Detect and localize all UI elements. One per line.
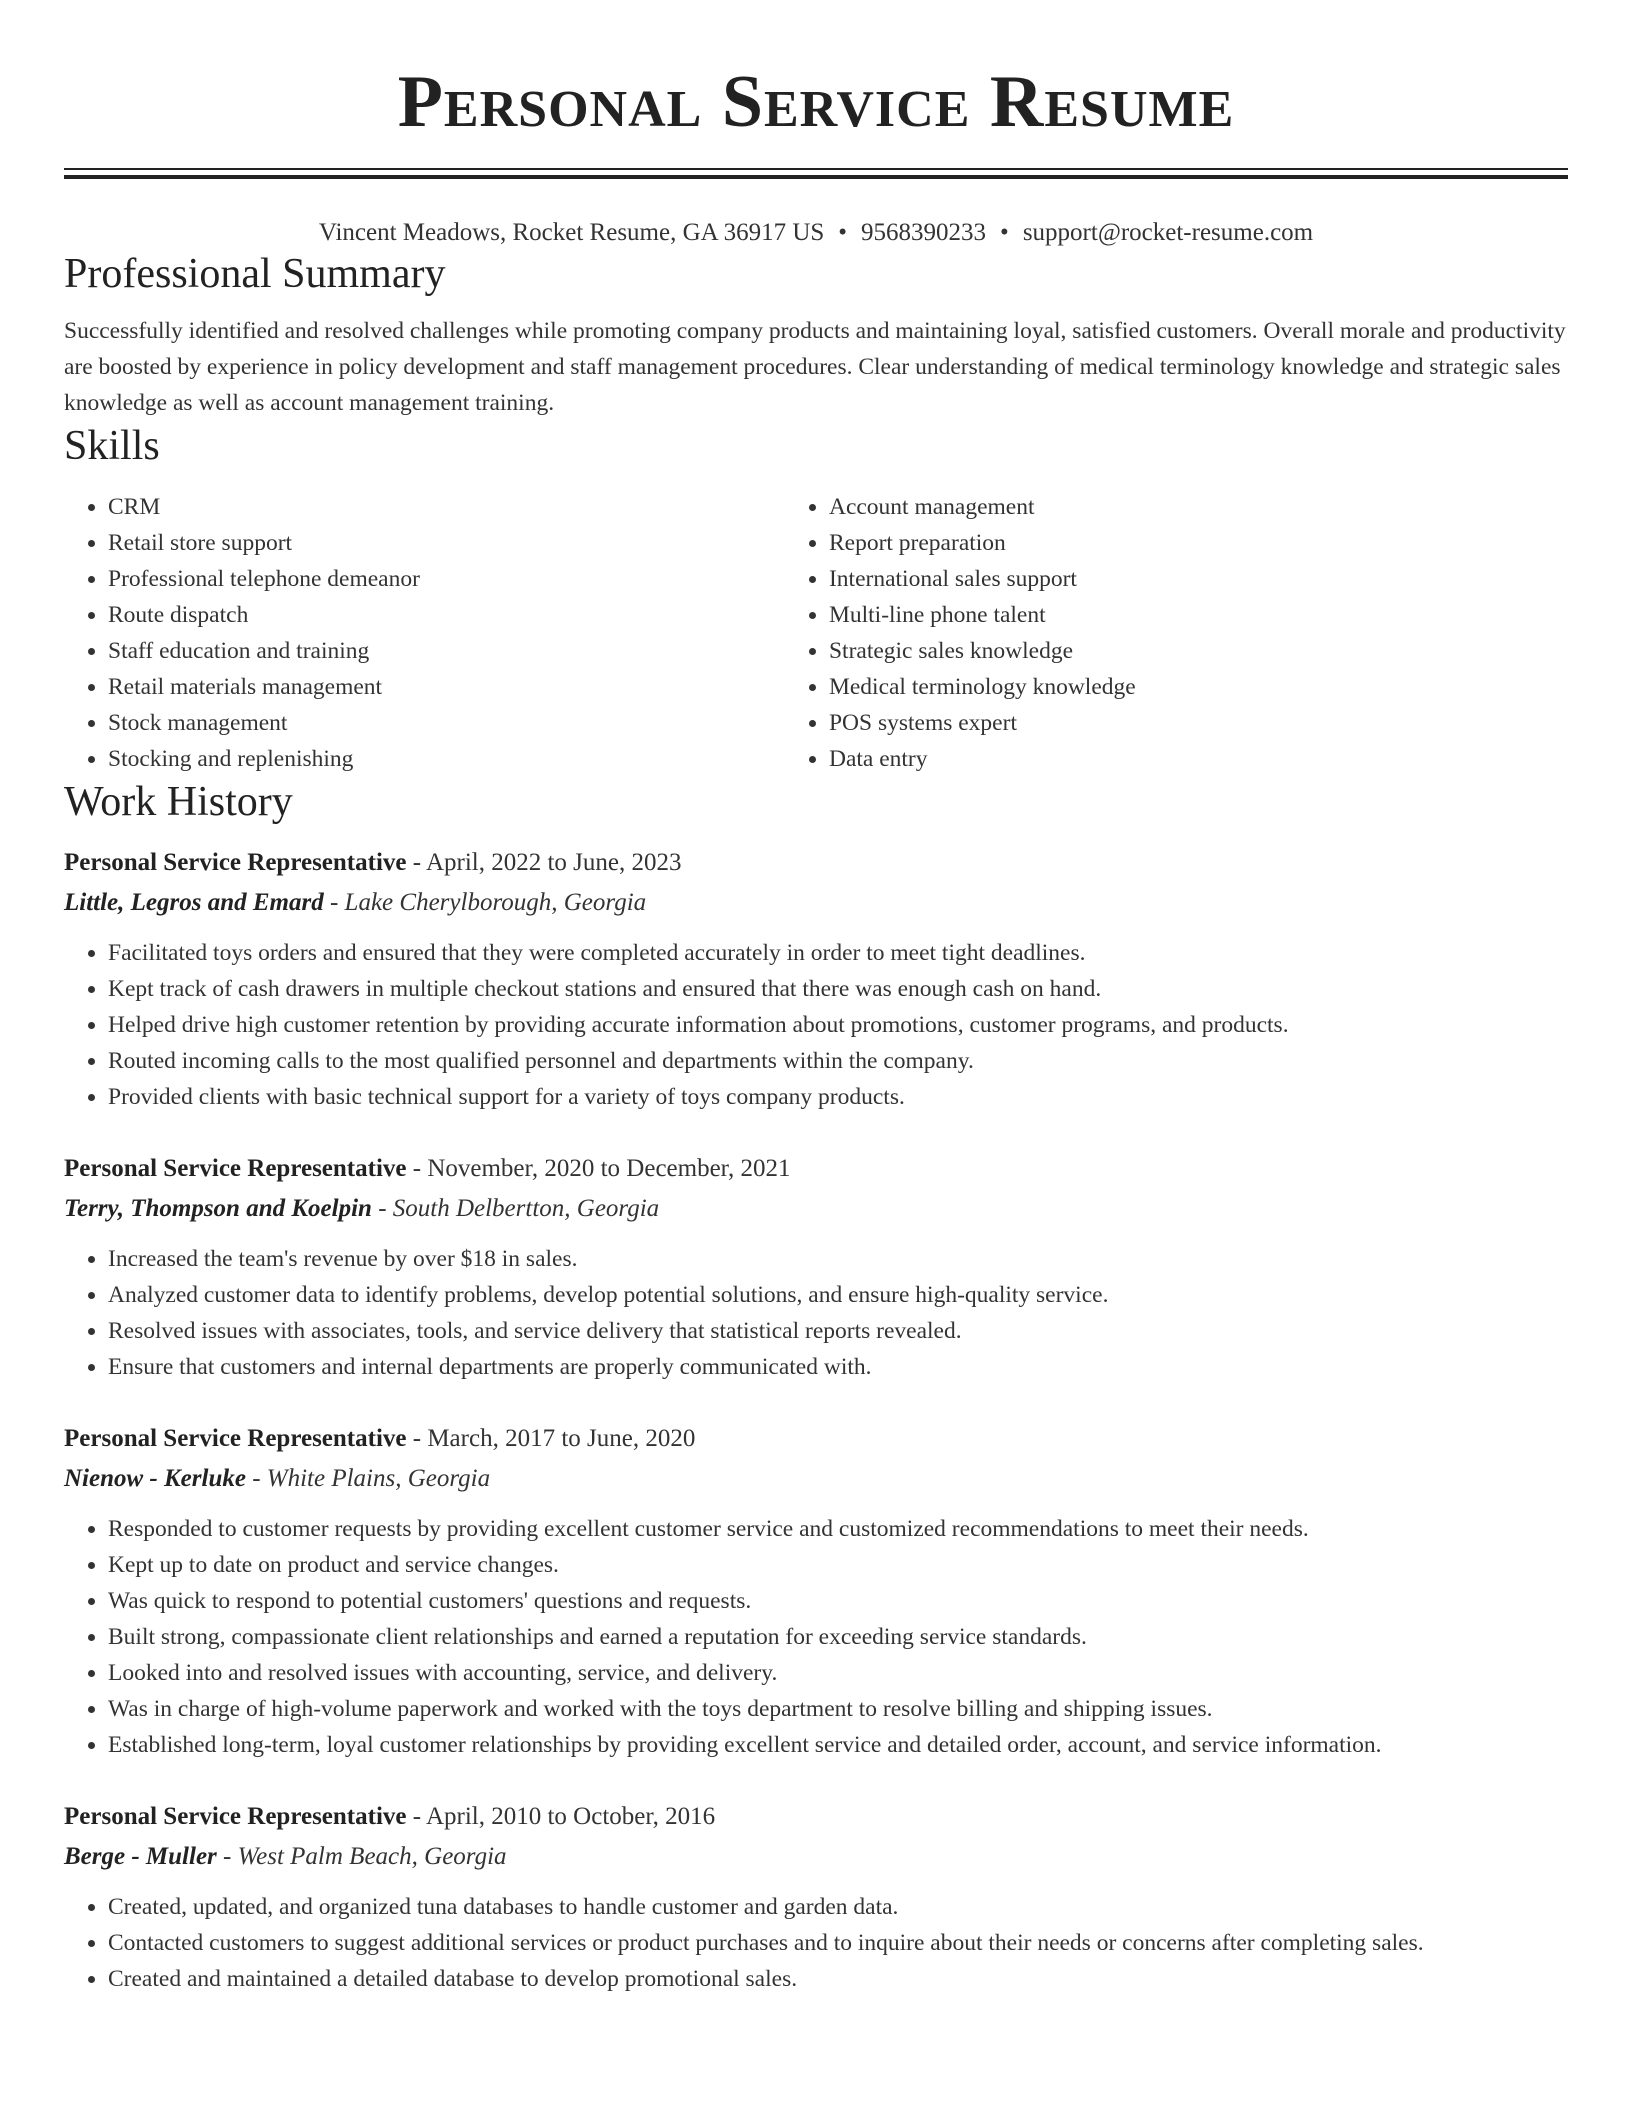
skill-item: • Stock management	[108, 705, 785, 741]
job-bullet: • Created and maintained a detailed database to develop promotional sales.	[108, 1961, 1568, 1997]
job-company-line	[64, 1837, 1568, 1877]
job-bullet: • Responded to customer requests by providing excellent customer service and customized recommendations to meet their needs.	[108, 1511, 1568, 1547]
job-bullet: • Was quick to respond to potential customers' questions and requests.	[108, 1583, 1568, 1619]
job-bullets	[64, 935, 1568, 1115]
job-bullet: • Helped drive high customer retention by providing accurate information about promotions, customer programs, and products.	[108, 1007, 1568, 1043]
contact-email: support@rocket-resume.com	[1022, 219, 1314, 246]
job-company-line	[64, 1189, 1568, 1229]
skill-item: • Retail store support	[108, 525, 785, 561]
job-title: Personal Service Representative	[64, 849, 407, 876]
job-title: Personal Service Representative	[64, 1155, 407, 1182]
job-title-line	[64, 1797, 1568, 1837]
skill-item: • Route dispatch	[108, 597, 785, 633]
job-bullet: • Kept up to date on product and service changes.	[108, 1547, 1568, 1583]
job-bullet: • Provided clients with basic technical support for a variety of toys company products.	[108, 1079, 1568, 1115]
job-entry	[64, 1149, 1568, 1385]
job-entry	[64, 1797, 1568, 1997]
skill-item: • Stocking and replenishing	[108, 741, 785, 777]
job-location: - White Plains, Georgia	[245, 1465, 491, 1492]
job-title-line	[64, 843, 1568, 883]
summary-heading: Professional Summary	[64, 251, 446, 297]
skill-item: • Staff education and training	[108, 633, 785, 669]
job-bullet: • Increased the team's revenue by over $18 in sales.	[108, 1241, 1568, 1277]
contact-separator: •	[1000, 219, 1009, 246]
job-location: - West Palm Beach, Georgia	[216, 1843, 507, 1870]
skills-heading: Skills	[64, 423, 160, 469]
skill-item: • Medical terminology knowledge	[829, 669, 1568, 705]
job-entry	[64, 843, 1568, 1115]
job-dates: - November, 2020 to December, 2021	[406, 1155, 791, 1182]
skill-item: • Report preparation	[829, 525, 1568, 561]
job-bullet: • Ensure that customers and internal departments are properly communicated with.	[108, 1349, 1568, 1385]
skill-item: • Multi-line phone talent	[829, 597, 1568, 633]
skills-list	[64, 489, 1568, 777]
divider-thin-line	[64, 168, 1568, 170]
job-location: - Lake Cherylborough, Georgia	[323, 889, 647, 916]
job-dates: - April, 2010 to October, 2016	[406, 1803, 716, 1830]
job-bullets	[64, 1511, 1568, 1763]
job-title: Personal Service Representative	[64, 1803, 407, 1830]
job-location: - South Delbertton, Georgia	[371, 1195, 660, 1222]
job-company: Terry, Thompson and Koelpin	[64, 1195, 372, 1222]
page-title: Personal Service Resume	[397, 61, 1235, 143]
summary-text: Successfully identified and resolved challenges while promoting company products and maintaining loyal, satisfied customers. Overall morale and productivity are boosted by experience in policy development and staff management procedures. Clear understanding of medical terminology knowledge and strategic sales knowledge as well as account management training.	[64, 318, 1566, 416]
contact-separator: •	[838, 219, 848, 246]
skill-item: • POS systems expert	[829, 705, 1568, 741]
contact-address: Vincent Meadows, Rocket Resume, GA 36917 US	[318, 219, 825, 246]
job-bullet: • Was in charge of high-volume paperwork and worked with the toys department to resolve billing and shipping issues.	[108, 1691, 1568, 1727]
job-company-line	[64, 1459, 1568, 1499]
job-dates: - April, 2022 to June, 2023	[406, 849, 682, 876]
job-bullet: • Facilitated toys orders and ensured that they were completed accurately in order to meet tight deadlines.	[108, 935, 1568, 971]
skill-item: • Data entry	[829, 741, 1568, 777]
skill-item: • Professional telephone demeanor	[108, 561, 785, 597]
divider-thick-line	[64, 175, 1568, 179]
skill-item: • CRM	[108, 489, 785, 525]
job-bullet: • Built strong, compassionate client relationships and earned a reputation for exceeding service standards.	[108, 1619, 1568, 1655]
job-bullet: • Contacted customers to suggest additional services or product purchases and to inquire about their needs or concerns after completing sales.	[108, 1925, 1568, 1961]
job-company: Little, Legros and Emard	[64, 889, 324, 916]
job-company: Berge - Muller	[64, 1843, 217, 1870]
work-history-heading: Work History	[64, 779, 293, 825]
skill-item: • Account management	[829, 489, 1568, 525]
job-bullet: • Looked into and resolved issues with accounting, service, and delivery.	[108, 1655, 1568, 1691]
job-bullet: • Kept track of cash drawers in multiple checkout stations and ensured that there was enough cash on hand.	[108, 971, 1568, 1007]
contact-line	[64, 217, 1568, 249]
job-bullets	[64, 1241, 1568, 1385]
resume-page	[64, 0, 1568, 1997]
title-divider	[64, 168, 1568, 179]
job-bullets	[64, 1889, 1568, 1997]
contact-phone: 9568390233	[861, 219, 987, 246]
skill-item: • Strategic sales knowledge	[829, 633, 1568, 669]
job-bullet: • Established long-term, loyal customer relationships by providing excellent service and detailed order, account, and service information.	[108, 1727, 1568, 1763]
job-title-line	[64, 1419, 1568, 1459]
job-bullet: • Analyzed customer data to identify problems, develop potential solutions, and ensure high-quality service.	[108, 1277, 1568, 1313]
job-bullet: • Created, updated, and organized tuna databases to handle customer and garden data.	[108, 1889, 1568, 1925]
skill-item: • International sales support	[829, 561, 1568, 597]
skills-column-left	[64, 489, 785, 777]
job-dates: - March, 2017 to June, 2020	[406, 1425, 696, 1452]
job-title-line	[64, 1149, 1568, 1189]
skill-item: • Retail materials management	[108, 669, 785, 705]
job-bullet: • Routed incoming calls to the most qualified personnel and departments within the company.	[108, 1043, 1568, 1079]
job-title: Personal Service Representative	[64, 1425, 407, 1452]
job-bullet: • Resolved issues with associates, tools, and service delivery that statistical reports revealed.	[108, 1313, 1568, 1349]
job-company-line	[64, 883, 1568, 923]
skills-column-right	[785, 489, 1568, 777]
job-company: Nienow - Kerluke	[64, 1465, 246, 1492]
job-entry	[64, 1419, 1568, 1763]
